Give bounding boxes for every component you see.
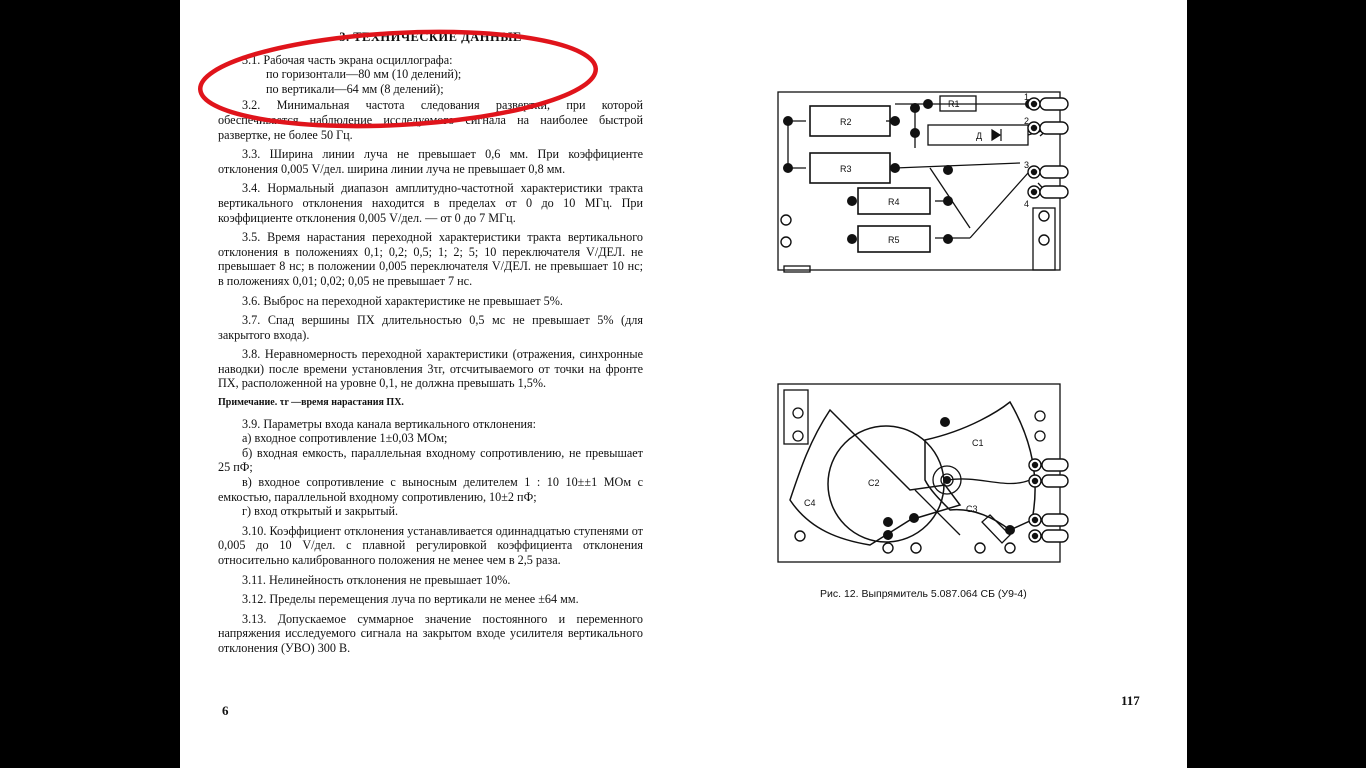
document-page bbox=[180, 0, 1187, 768]
item-3-4: 3.4. Нормальный диапазон амплитудно-частотной характеристики тракта вертикального отклонения находится в пределах от 0 до 10 МГц. При коэффициенте отклонения 0,005 V/дел. — от 0 до 7 МГц. bbox=[218, 181, 643, 225]
label-r1: R1 bbox=[948, 99, 960, 109]
label-pin-3: 3 bbox=[1024, 160, 1030, 170]
item-3-11: 3.11. Нелинейность отклонения не превышает 10%. bbox=[242, 572, 511, 587]
section-heading: 3. ТЕХНИЧЕСКИЕ ДАННЫЕ bbox=[339, 30, 522, 44]
label-diode: Д bbox=[976, 131, 983, 141]
rectifier-board-diagram bbox=[770, 88, 1100, 283]
left-page-number: 6 bbox=[222, 703, 229, 718]
item-3-8: 3.8. Неравномерность переходной характеристики (отражения, синхронные наводки) после времени установления 3τr, отсчитываемого от точки на фронте ПХ, расположенной на уровне 0,1, не должна превышать 1,5%. bbox=[218, 347, 643, 391]
item-3-9-b: б) входная емкость, параллельная входному сопротивлению, не превышает 25 пФ; bbox=[218, 445, 643, 475]
item-3-1: 3.1. Рабочая часть экрана осциллографа: по горизонтали—80 мм (10 делений); по вертикали—64 мм (8 делений); bbox=[242, 52, 462, 96]
figure-caption: Рис. 12. Выпрямитель 5.087.064 СБ (У9-4) bbox=[820, 588, 1027, 600]
label-r4: R4 bbox=[888, 197, 900, 207]
item-3-12: 3.12. Пределы перемещения луча по вертикали не менее ±64 мм. bbox=[242, 592, 579, 607]
label-r3: R3 bbox=[840, 164, 852, 174]
note: Примечание. τr —время нарастания ПХ. bbox=[218, 397, 404, 409]
label-c1: C1 bbox=[972, 438, 984, 448]
item-3-9: 3.9. Параметры входа канала вертикального отклонения: bbox=[242, 416, 537, 431]
label-pin-4: 4 bbox=[1024, 199, 1030, 209]
label-c3: C3 bbox=[966, 504, 978, 514]
item-3-2: 3.2. Минимальная частота следования развертки, при которой обеспечивается наблюдение исследуемого сигнала на наиболее быстрой развертке, не более 50 Гц. bbox=[218, 98, 643, 142]
item-3-9-g: г) вход открытый и закрытый. bbox=[242, 504, 399, 519]
annotation-ellipse bbox=[180, 0, 640, 140]
label-c4: C4 bbox=[804, 498, 816, 508]
item-3-9-v: в) входное сопротивление с выносным делителем 1 : 10 10±±1 МОм с емкостью, параллельной входному сопротивлению, 10±2 пФ; bbox=[218, 475, 643, 504]
item-3-6: 3.6. Выброс на переходной характеристике не превышает 5%. bbox=[242, 293, 563, 308]
right-page-number: 117 bbox=[1121, 693, 1140, 708]
label-c2: C2 bbox=[868, 478, 880, 488]
item-3-5: 3.5. Время нарастания переходной характеристики тракта вертикального отклонения в положениях 0,1; 0,2; 0,5; 1; 2; 5; 10 переключателя V/ДЕЛ. не превышает 8 нс; в положении 0,005 переключателя V/ДЕЛ. не превышает 10 нс; в положениях 0,01; 0,02; 0,05 не превышает 7 нс. bbox=[218, 230, 643, 288]
item-3-7: 3.7. Спад вершины ПХ длительностью 0,5 мс не превышает 5% (для закрытого входа). bbox=[218, 313, 643, 342]
label-r5: R5 bbox=[888, 235, 900, 245]
label-r2: R2 bbox=[840, 117, 852, 127]
item-3-13: 3.13. Допускаемое суммарное значение постоянного и переменного напряжения исследуемого сигнала на закрытом входе усилителя вертикального отклонения (УВО) 300 В. bbox=[218, 611, 643, 655]
item-3-3: 3.3. Ширина линии луча не превышает 0,6 мм. При коэффициенте отклонения 0,005 V/дел. ширина линии луча не превышает 0,8 мм. bbox=[218, 147, 643, 176]
item-3-9-a: а) входное сопротивление 1±0,03 МОм; bbox=[242, 431, 448, 446]
label-pin-1: 1 bbox=[1024, 92, 1030, 102]
item-3-10: 3.10. Коэффициент отклонения устанавливается одиннадцатью ступенями от 0,005 до 10 V/дел. с плавной регулировкой коэффициента отклонения относительно калиброванного положения не менее чем в 2,5 раза. bbox=[218, 523, 643, 567]
capacitor-board-diagram bbox=[770, 380, 1100, 570]
label-pin-2: 2 bbox=[1024, 116, 1030, 126]
